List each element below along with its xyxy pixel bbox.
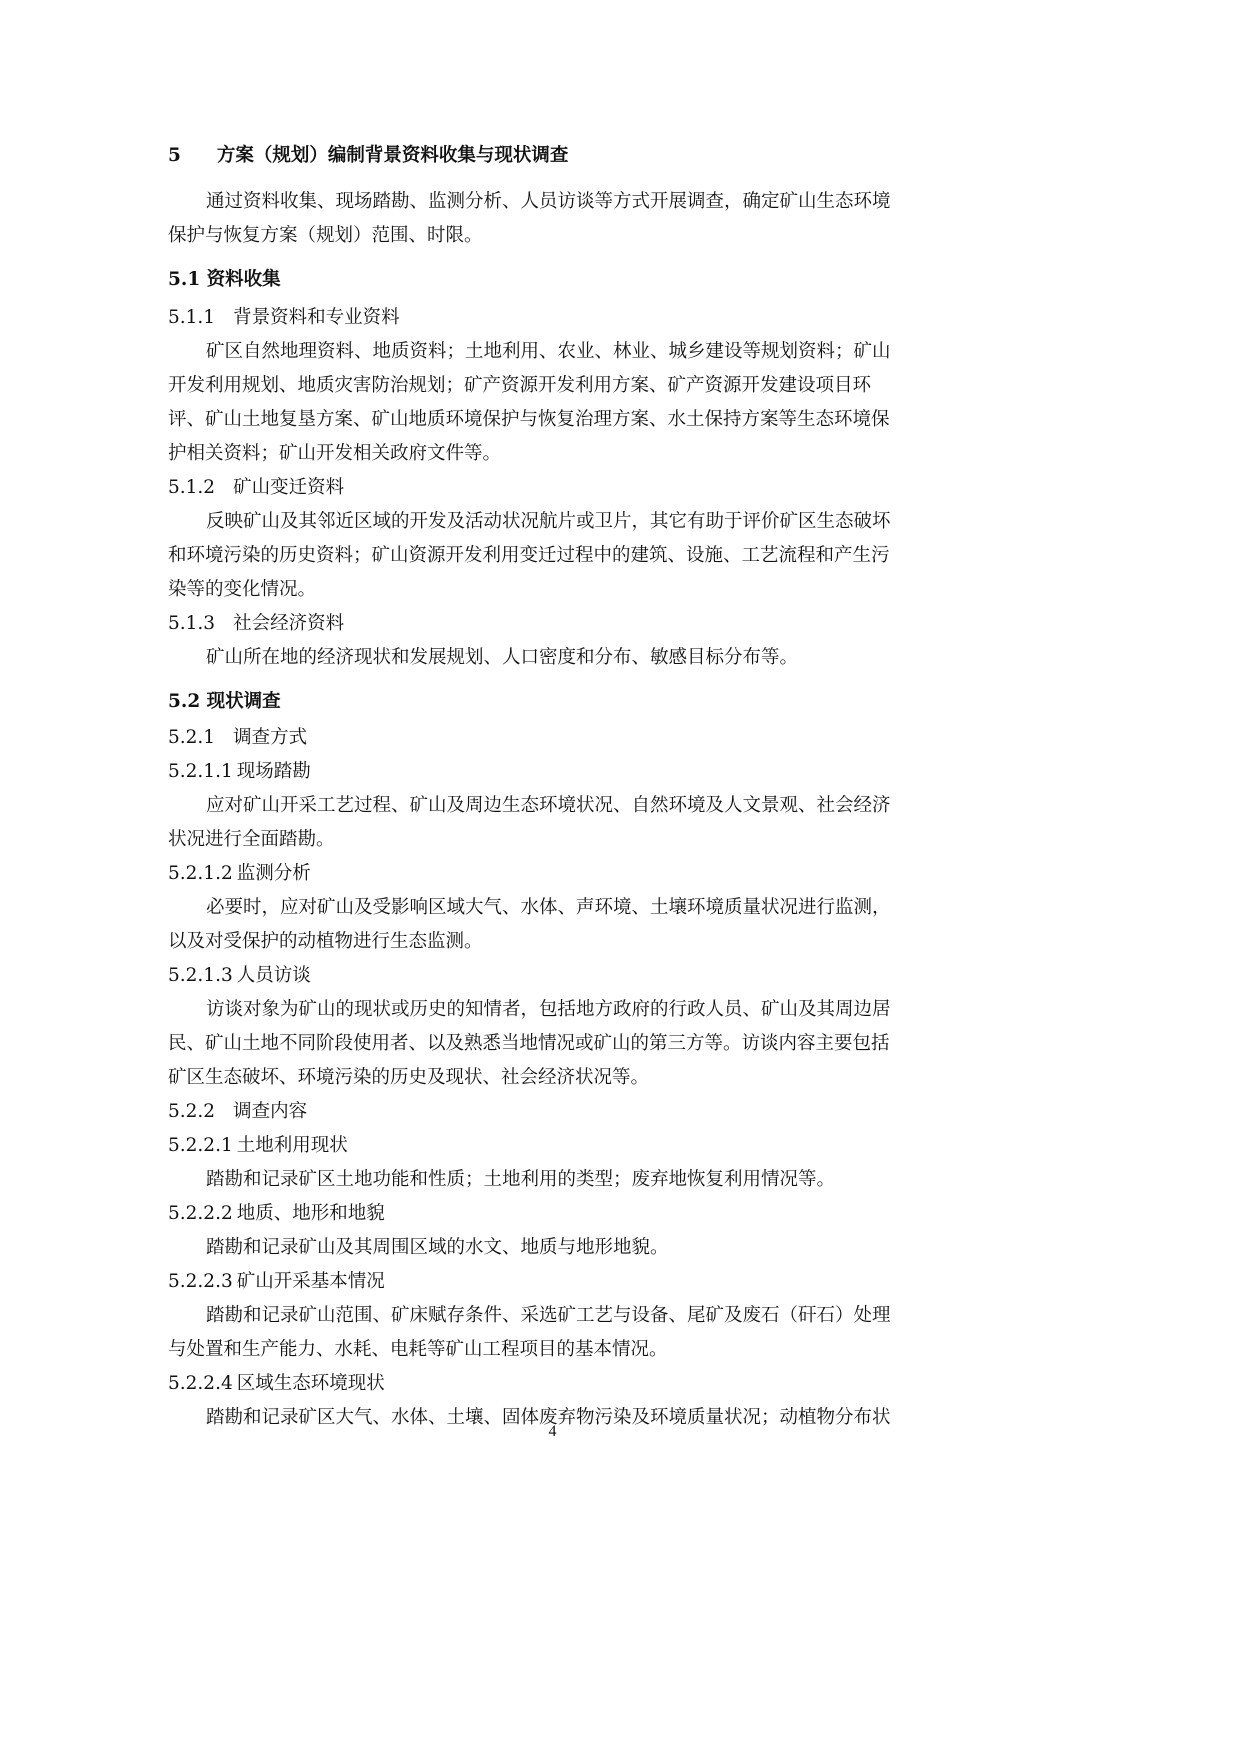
heading-5-2-1-2 [168,862,311,886]
section-title: 方案（规划）编制背景资料收集与现状调查 [216,145,569,166]
heading-title: 区域生态环境现状 [236,1373,385,1394]
paragraph-line: 踏勘和记录矿区大气、水体、土壤、固体废弃物污染及环境质量状况；动植物分布状 [206,1407,891,1428]
paragraph-line: 踏勘和记录矿山范围、矿床赋存条件、采选矿工艺与设备、尾矿及废石（矸石）处理 [206,1305,891,1326]
paragraph-line: 状况进行全面踏勘。 [168,829,335,850]
heading-number: 5.1.1 [168,307,216,328]
heading-5-2-2-4 [168,1372,385,1396]
page-number: 4 [548,1423,557,1440]
heading-5-2-1-1 [168,760,311,784]
paragraph-line: 必要时，应对矿山及受影响区域大气、水体、声环境、土壤环境质量状况进行监测， [206,897,891,918]
heading-title: 背景资料和专业资料 [233,307,400,328]
subsection-heading-5-1: 5.1 资料收集 [168,269,281,290]
heading-title: 地质、地形和地貌 [236,1203,385,1224]
paragraph-line: 染等的变化情况。 [168,579,317,600]
paragraph-line: 以及对受保护的动植物进行生态监测。 [168,931,483,952]
heading-number: 5.2.2.2 [168,1203,233,1224]
heading-5-2-2-1 [168,1134,348,1158]
heading-number: 5.2.1.3 [168,965,233,986]
paragraph-line: 应对矿山开采工艺过程、矿山及周边生态环境状况、自然环境及人文景观、社会经济 [206,795,891,816]
heading-5-2-1-3 [168,964,311,988]
paragraph-line: 和环境污染的历史资料；矿山资源开发利用变迁过程中的建筑、设施、工艺流程和产生污 [168,545,890,566]
heading-title: 监测分析 [236,863,311,884]
paragraph-line: 开发利用规划、地质灾害防治规划；矿产资源开发利用方案、矿产资源开发建设项目环 [168,375,872,396]
heading-title: 现场踏勘 [236,761,311,782]
heading-title: 矿山变迁资料 [233,477,345,498]
heading-5-1-2 [168,476,344,500]
heading-number: 5.2.2 [168,1101,216,1122]
paragraph-line: 评、矿山土地复垦方案、矿山地质环境保护与恢复治理方案、水土保持方案等生态环境保 [168,409,890,430]
heading-title: 社会经济资料 [233,613,345,634]
heading-5-2-2-3 [168,1270,385,1294]
paragraph-line: 通过资料收集、现场踏勘、监测分析、人员访谈等方式开展调查，确定矿山生态环境 [206,191,891,212]
heading-number: 5.2.2.3 [168,1271,233,1292]
paragraph-line: 民、矿山土地不同阶段使用者、以及熟悉当地情况或矿山的第三方等。访谈内容主要包括 [168,1033,890,1054]
paragraph-line: 访谈对象为矿山的现状或历史的知情者，包括地方政府的行政人员、矿山及其周边居 [206,999,891,1020]
section-number: 5 [168,145,181,166]
section-heading-5 [168,144,568,168]
paragraph-line: 矿区自然地理资料、地质资料；土地利用、农业、林业、城乡建设等规划资料；矿山 [206,341,891,362]
paragraph-line: 护相关资料；矿山开发相关政府文件等。 [168,443,502,464]
heading-5-2-1 [168,726,307,750]
subsection-heading-5-2: 5.2 现状调查 [168,691,281,712]
heading-title: 调查内容 [233,1101,308,1122]
heading-title: 人员访谈 [236,965,311,986]
paragraph-line: 与处置和生产能力、水耗、电耗等矿山工程项目的基本情况。 [168,1339,668,1360]
heading-5-2-2-2 [168,1202,385,1226]
heading-number: 5.2.1.2 [168,863,233,884]
heading-number: 5.2.1.1 [168,761,233,782]
heading-title: 矿山开采基本情况 [236,1271,385,1292]
heading-number: 5.1.3 [168,613,216,634]
heading-title: 调查方式 [233,727,308,748]
heading-number: 5.2.2.1 [168,1135,233,1156]
paragraph-line: 踏勘和记录矿区土地功能和性质；土地利用的类型；废弃地恢复利用情况等。 [206,1169,836,1190]
heading-number: 5.2.2.4 [168,1373,233,1394]
heading-title: 土地利用现状 [236,1135,348,1156]
heading-5-1-1 [168,306,400,330]
paragraph-line: 保护与恢复方案（规划）范围、时限。 [168,225,483,246]
heading-5-2-2 [168,1100,307,1124]
heading-number: 5.2.1 [168,727,216,748]
heading-number: 5.1.2 [168,477,216,498]
paragraph-line: 踏勘和记录矿山及其周围区域的水文、地质与地形地貌。 [206,1237,669,1258]
paragraph-line: 矿区生态破坏、环境污染的历史及现状、社会经济状况等。 [168,1067,650,1088]
heading-5-1-3 [168,612,344,636]
paragraph-line: 反映矿山及其邻近区域的开发及活动状况航片或卫片，其它有助于评价矿区生态破坏 [206,511,891,532]
paragraph-line: 矿山所在地的经济现状和发展规划、人口密度和分布、敏感目标分布等。 [206,647,799,668]
